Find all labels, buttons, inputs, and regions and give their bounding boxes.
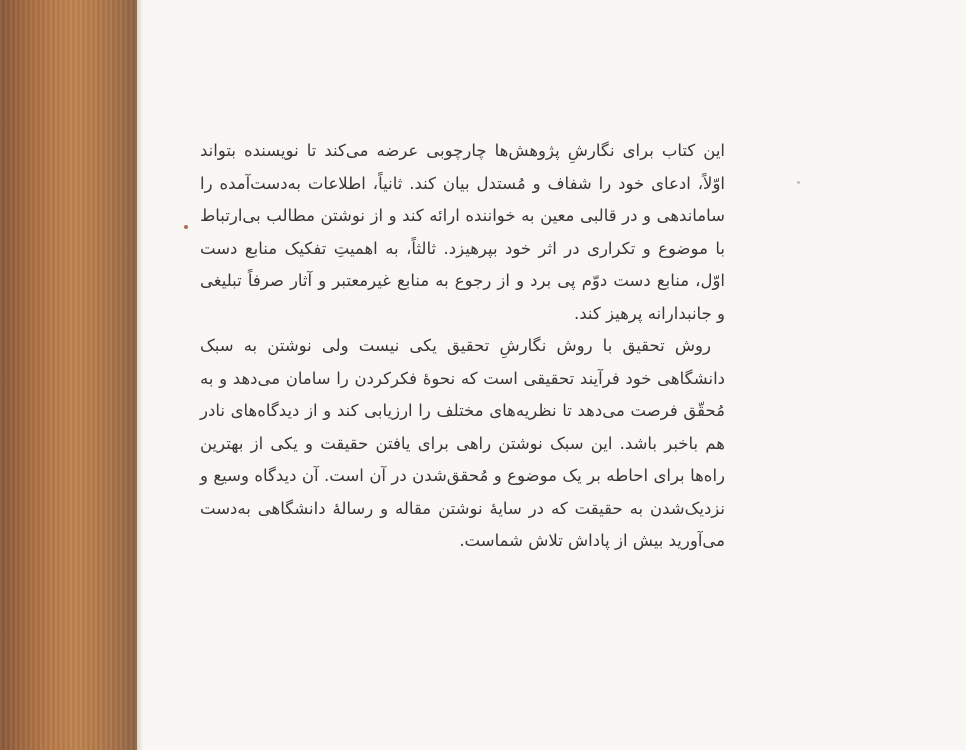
dust-speck <box>797 181 800 184</box>
ink-speck <box>184 225 188 229</box>
blurb-text <box>200 135 725 558</box>
spine-stripe <box>0 0 137 750</box>
blurb-paragraph-2: روش تحقیق با روش نگارشِ تحقیق یکی نیست ولی نوشتن به سبک دانشگاهی خود فرآیند تحقیقی است که نحوهٔ فکرکردن را سامان می‌دهد و به مُحقّق فرصت می‌دهد تا نظریه‌های مختلف را ارزیابی کند و از دیدگاه‌های نادر هم باخبر باشد. این سبک نوشتن راهی برای یافتن حقیقت و یکی از بهترین راه‌ها برای احاطه بر یک موضوع و مُحقق‌شدن در آن است. آن دیدگاه وسیع و نزدیک‌شدن به حقیقت که در سایهٔ نوشتن مقاله و رسالهٔ دانشگاهی به‌دست می‌آورید بیش از پاداش تلاش شماست. <box>200 336 725 550</box>
blurb-paragraph-1: این کتاب برای نگارشِ پژوهش‌ها چارچوبی عرضه می‌کند تا نویسنده بتواند اوّلاً، ادعای خود را شفاف و مُستدل بیان کند. ثانیاً، اطلاعات به‌دست‌آمده را ساماندهی و در قالبی معین به خواننده ارائه کند و از نوشتن مطالب بی‌ارتباط با موضوع و تکراری در اثر خود بپرهیزد. ثالثاً، به اهمیتِ تفکیک منابع دست اوّل، منابع دست دوّم پی برد و از رجوع به منابع غیرمعتبر و آثار صرفاً تبلیغی و جانبدارانه پرهیز کند. <box>200 141 725 323</box>
spine-shadow <box>137 0 143 750</box>
